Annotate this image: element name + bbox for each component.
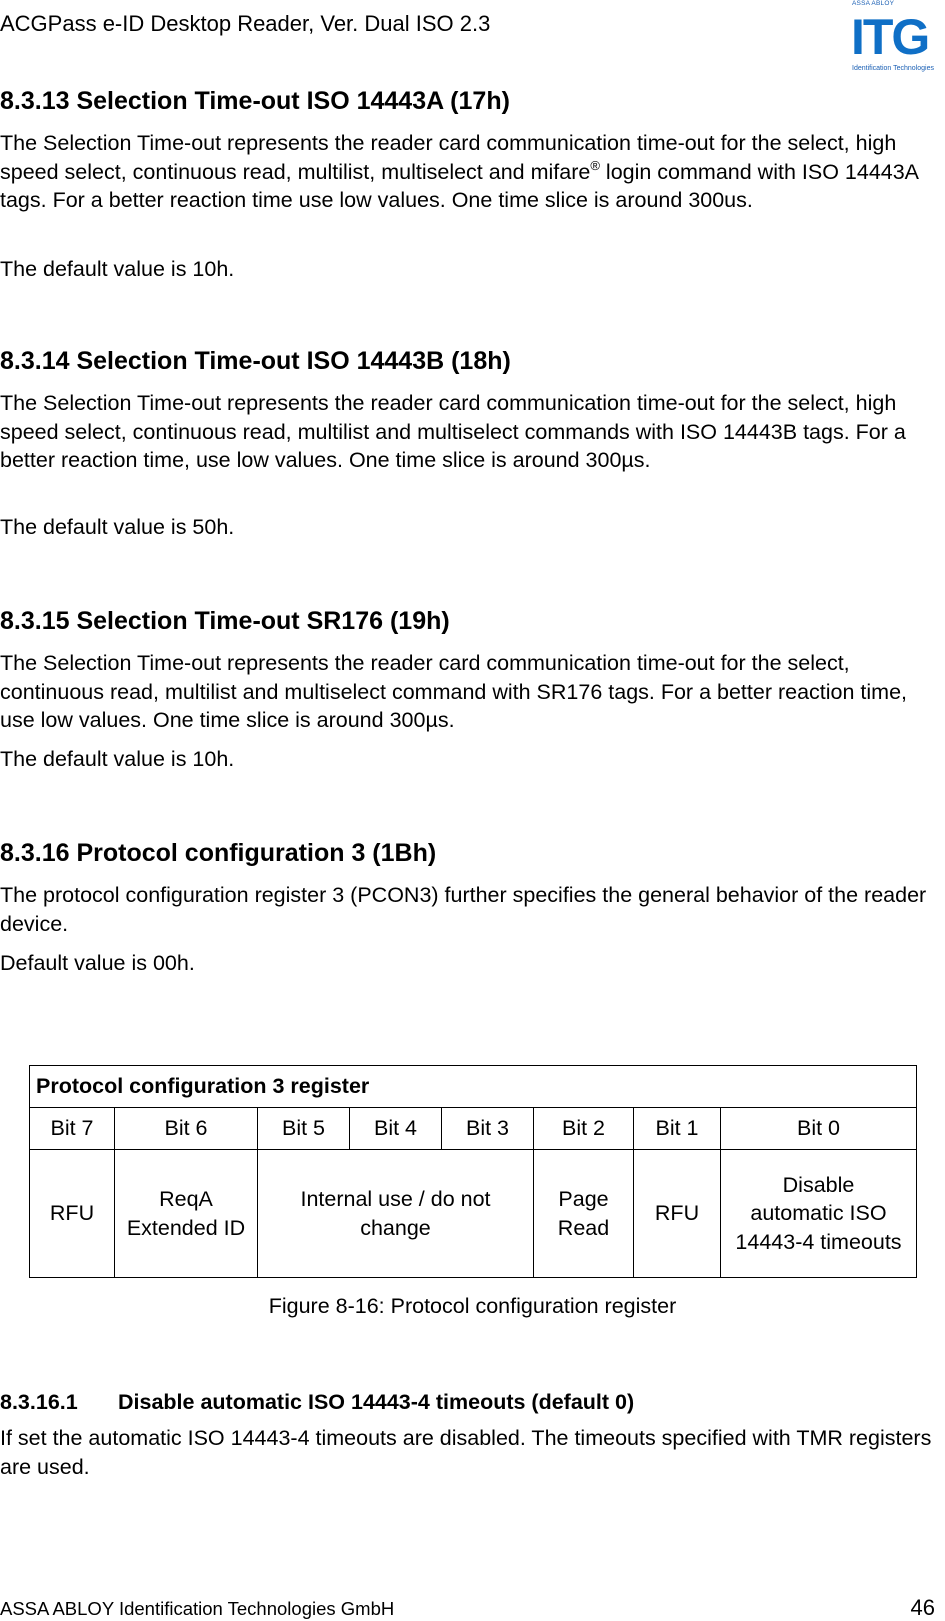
section-default-8-3-14: The default value is 50h.	[0, 515, 235, 539]
subsection-body: If set the automatic ISO 14443-4 timeouts are disabled. The timeouts specified with TMR registers are used.	[0, 1426, 932, 1479]
section-heading-8-3-13: 8.3.13 Selection Time-out ISO 14443A (17h)	[0, 87, 510, 115]
section-default-8-3-13: The default value is 10h.	[0, 257, 235, 281]
section-body-8-3-13	[0, 129, 945, 215]
section-default-8-3-16: Default value is 00h.	[0, 951, 195, 975]
logo-main-text: ITG	[851, 9, 929, 65]
section-body-8-3-16: The protocol configuration register 3 (PCON3) further specifies the general behavior of the reader device.	[0, 883, 927, 936]
page-number: 46	[910, 1595, 935, 1620]
registered-mark: ®	[590, 157, 600, 173]
section-heading-8-3-16: 8.3.16 Protocol configuration 3 (1Bh)	[0, 839, 437, 867]
bit-header: Bit 7	[30, 1108, 115, 1150]
bit-header: Bit 3	[442, 1108, 534, 1150]
logo-sub-text: Identification Technologies	[852, 65, 934, 72]
bit-header: Bit 2	[534, 1108, 634, 1150]
subsection-number: 8.3.16.1	[0, 1390, 78, 1414]
itg-logo	[851, 0, 945, 78]
figure-caption: Figure 8-16: Protocol configuration register	[268, 1294, 677, 1318]
bit-header: Bit 6	[115, 1108, 258, 1150]
subsection-title: Disable automatic ISO 14443-4 timeouts (default 0)	[118, 1390, 635, 1414]
bit-description: Internal use / do not change	[258, 1150, 534, 1278]
bit-description: ReqA Extended ID	[115, 1150, 258, 1278]
footer-company: ASSA ABLOY Identification Technologies GmbH	[0, 1598, 395, 1619]
bit-header: Bit 4	[350, 1108, 442, 1150]
logo-top-text: ASSA ABLOY	[852, 0, 895, 7]
bit-header: Bit 5	[258, 1108, 350, 1150]
bit-description: Disable automatic ISO 14443-4 timeouts	[721, 1150, 917, 1278]
body-text-part1: The Selection Time-out represents the reader card communication time-out for the select, high speed select, continuous read, multilist, multiselect and mifare	[0, 131, 897, 184]
section-heading-8-3-14: 8.3.14 Selection Time-out ISO 14443B (18h)	[0, 347, 511, 375]
register-table-title: Protocol configuration 3 register	[30, 1066, 917, 1108]
body-text-part2: login command with ISO 14443A tags. For a better reaction time use low values. One time slice is around 300us.	[0, 159, 918, 212]
subsection-heading	[0, 1390, 634, 1415]
section-body-8-3-15: The Selection Time-out represents the reader card communication time-out for the select, continuous read, multilist and multiselect command with SR176 tags. For a better reaction time, use low values. One time slice is around 300µs.	[0, 651, 907, 732]
bit-description: RFU	[634, 1150, 721, 1278]
bit-description: RFU	[30, 1150, 115, 1278]
bit-header: Bit 0	[721, 1108, 917, 1150]
section-body-8-3-14: The Selection Time-out represents the reader card communication time-out for the select, high speed select, continuous read, multilist and multiselect commands with ISO 14443B tags. For a better reaction time, use low values. One time slice is around 300µs.	[0, 391, 906, 472]
section-heading-8-3-15: 8.3.15 Selection Time-out SR176 (19h)	[0, 607, 450, 635]
bit-description: Page Read	[534, 1150, 634, 1278]
page-header-title: ACGPass e-ID Desktop Reader, Ver. Dual ISO 2.3	[0, 11, 491, 36]
section-default-8-3-15: The default value is 10h.	[0, 747, 235, 771]
bit-header: Bit 1	[634, 1108, 721, 1150]
register-table	[29, 1065, 917, 1278]
